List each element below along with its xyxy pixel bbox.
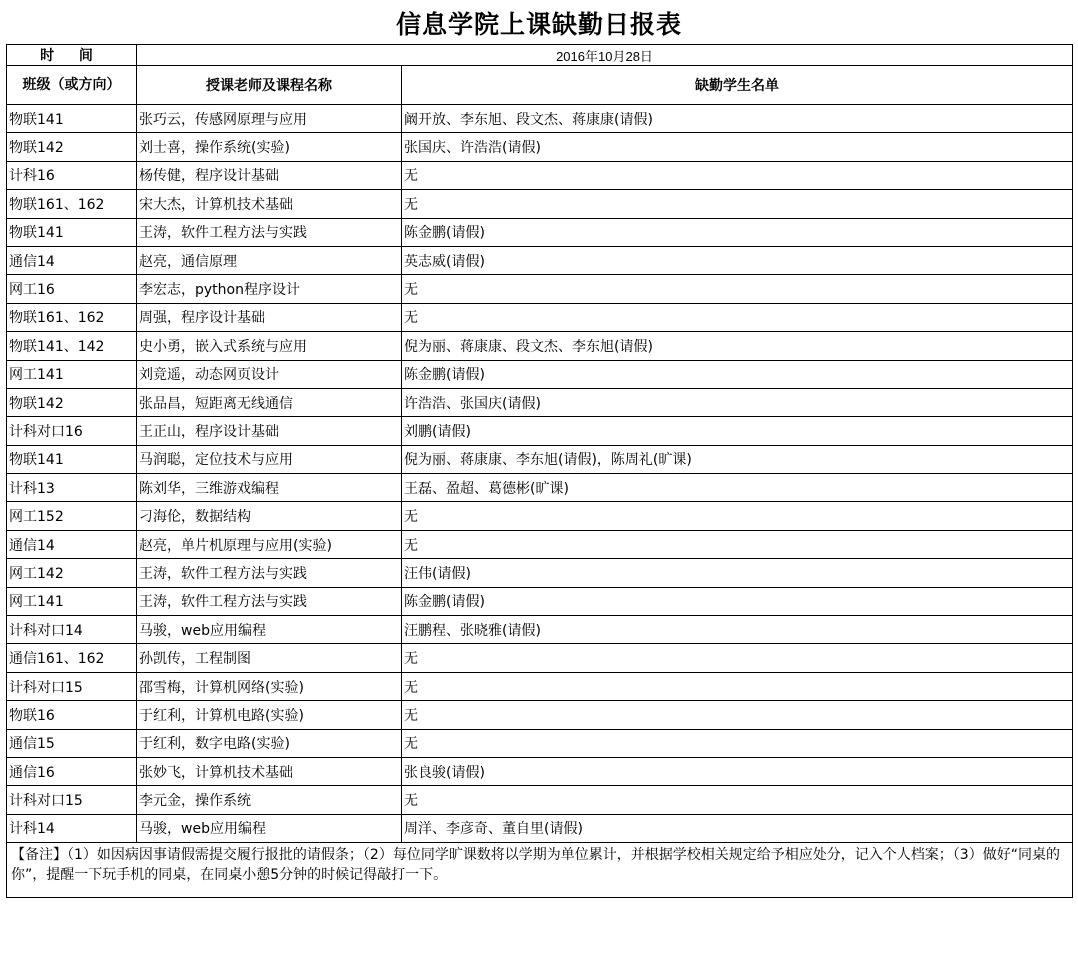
class-cell: 网工141 [7,587,137,615]
header-class: 班级（或方向） [7,66,137,105]
absent-students-cell: 无 [402,786,1073,814]
absence-report-table [6,44,1073,898]
class-cell: 计科对口16 [7,417,137,445]
class-cell: 网工16 [7,275,137,303]
class-cell: 物联141、142 [7,332,137,360]
teacher-course-cell: 赵亮，通信原理 [137,246,402,274]
class-cell: 通信14 [7,530,137,558]
class-cell: 物联161、162 [7,190,137,218]
table-row [7,757,1073,785]
table-row [7,218,1073,246]
table-row [7,559,1073,587]
teacher-course-cell: 于红利，数字电路(实验) [137,729,402,757]
note-text: 【备注】（1）如因病因事请假需提交履行报批的请假条；（2）每位同学旷课数将以学期为单位累计，并根据学校相关规定给予相应处分，记入个人档案；（3）做好“同桌的你”，提醒一下玩手机的同桌，在同桌小憩5分钟的时候记得敲打一下。 [7,843,1073,898]
teacher-course-cell: 王正山，程序设计基础 [137,417,402,445]
table-row [7,303,1073,331]
class-cell: 物联141 [7,105,137,133]
table-row [7,587,1073,615]
table-row [7,360,1073,388]
class-cell: 通信14 [7,246,137,274]
header-absent-students: 缺勤学生名单 [402,66,1073,105]
table-row [7,530,1073,558]
teacher-course-cell: 刘士喜，操作系统(实验) [137,133,402,161]
teacher-course-cell: 李宏志，python程序设计 [137,275,402,303]
table-row [7,729,1073,757]
absent-students-cell: 周洋、李彦奇、董自里(请假) [402,814,1073,842]
table-row [7,474,1073,502]
header-row [7,66,1073,105]
absent-students-cell: 张国庆、许浩浩(请假) [402,133,1073,161]
absent-students-cell: 无 [402,303,1073,331]
table-row [7,388,1073,416]
teacher-course-cell: 孙凯传，工程制图 [137,644,402,672]
absent-students-cell: 汪伟(请假) [402,559,1073,587]
table-row [7,644,1073,672]
teacher-course-cell: 张妙飞，计算机技术基础 [137,757,402,785]
teacher-course-cell: 周强，程序设计基础 [137,303,402,331]
class-cell: 网工152 [7,502,137,530]
teacher-course-cell: 王涛，软件工程方法与实践 [137,218,402,246]
absent-students-cell: 无 [402,502,1073,530]
table-row [7,701,1073,729]
absent-students-cell: 张良骏(请假) [402,757,1073,785]
teacher-course-cell: 马润聪，定位技术与应用 [137,445,402,473]
table-row [7,275,1073,303]
table-row [7,105,1073,133]
absent-students-cell: 无 [402,729,1073,757]
class-cell: 物联141 [7,445,137,473]
absent-students-cell: 许浩浩、张国庆(请假) [402,388,1073,416]
table-row [7,502,1073,530]
table-row [7,445,1073,473]
class-cell: 计科对口15 [7,672,137,700]
class-cell: 物联16 [7,701,137,729]
absent-students-cell: 无 [402,190,1073,218]
class-cell: 计科13 [7,474,137,502]
absent-students-cell: 无 [402,161,1073,189]
absent-students-cell: 无 [402,644,1073,672]
teacher-course-cell: 宋大杰，计算机技术基础 [137,190,402,218]
class-cell: 计科对口14 [7,616,137,644]
report-date: 2016年10月28日 [137,45,1073,66]
class-cell: 物联161、162 [7,303,137,331]
absent-students-cell: 陈金鹏(请假) [402,218,1073,246]
absent-students-cell: 无 [402,275,1073,303]
teacher-course-cell: 史小勇，嵌入式系统与应用 [137,332,402,360]
table-row [7,161,1073,189]
header-teacher-course: 授课老师及课程名称 [137,66,402,105]
teacher-course-cell: 刘竞遥，动态网页设计 [137,360,402,388]
absent-students-cell: 王磊、盈超、葛德彬(旷课) [402,474,1073,502]
teacher-course-cell: 于红利，计算机电路(实验) [137,701,402,729]
class-cell: 通信15 [7,729,137,757]
teacher-course-cell: 赵亮，单片机原理与应用(实验) [137,530,402,558]
absent-students-cell: 陈金鹏(请假) [402,587,1073,615]
note-row [7,843,1073,898]
class-cell: 物联142 [7,388,137,416]
teacher-course-cell: 张品昌，短距离无线通信 [137,388,402,416]
teacher-course-cell: 王涛，软件工程方法与实践 [137,559,402,587]
teacher-course-cell: 刁海伦，数据结构 [137,502,402,530]
table-row [7,133,1073,161]
absent-students-cell: 英志威(请假) [402,246,1073,274]
class-cell: 物联142 [7,133,137,161]
teacher-course-cell: 马骏，web应用编程 [137,616,402,644]
absent-students-cell: 倪为丽、蒋康康、段文杰、李东旭(请假) [402,332,1073,360]
teacher-course-cell: 杨传健，程序设计基础 [137,161,402,189]
date-row [7,45,1073,66]
class-cell: 网工142 [7,559,137,587]
absent-students-cell: 陈金鹏(请假) [402,360,1073,388]
table-row [7,190,1073,218]
absent-students-cell: 无 [402,672,1073,700]
report-title: 信息学院上课缺勤日报表 [395,10,682,39]
class-cell: 物联141 [7,218,137,246]
teacher-course-cell: 李元金，操作系统 [137,786,402,814]
teacher-course-cell: 张巧云，传感网原理与应用 [137,105,402,133]
class-cell: 计科16 [7,161,137,189]
table-row [7,417,1073,445]
absent-students-cell: 刘鹏(请假) [402,417,1073,445]
table-row [7,332,1073,360]
class-cell: 网工141 [7,360,137,388]
time-label: 时 间 [7,45,137,66]
teacher-course-cell: 马骏，web应用编程 [137,814,402,842]
table-row [7,672,1073,700]
absent-students-cell: 汪鹏程、张晓雅(请假) [402,616,1073,644]
teacher-course-cell: 陈刘华，三维游戏编程 [137,474,402,502]
table-row [7,616,1073,644]
teacher-course-cell: 王涛，软件工程方法与实践 [137,587,402,615]
class-cell: 计科14 [7,814,137,842]
absent-students-cell: 无 [402,701,1073,729]
absent-students-cell: 无 [402,530,1073,558]
class-cell: 通信16 [7,757,137,785]
absent-students-cell: 阚开放、李东旭、段文杰、蒋康康(请假) [402,105,1073,133]
absent-students-cell: 倪为丽、蒋康康、李东旭(请假)，陈周礼(旷课) [402,445,1073,473]
class-cell: 通信161、162 [7,644,137,672]
table-row [7,814,1073,842]
table-row [7,786,1073,814]
teacher-course-cell: 邵雪梅，计算机网络(实验) [137,672,402,700]
class-cell: 计科对口15 [7,786,137,814]
table-row [7,246,1073,274]
